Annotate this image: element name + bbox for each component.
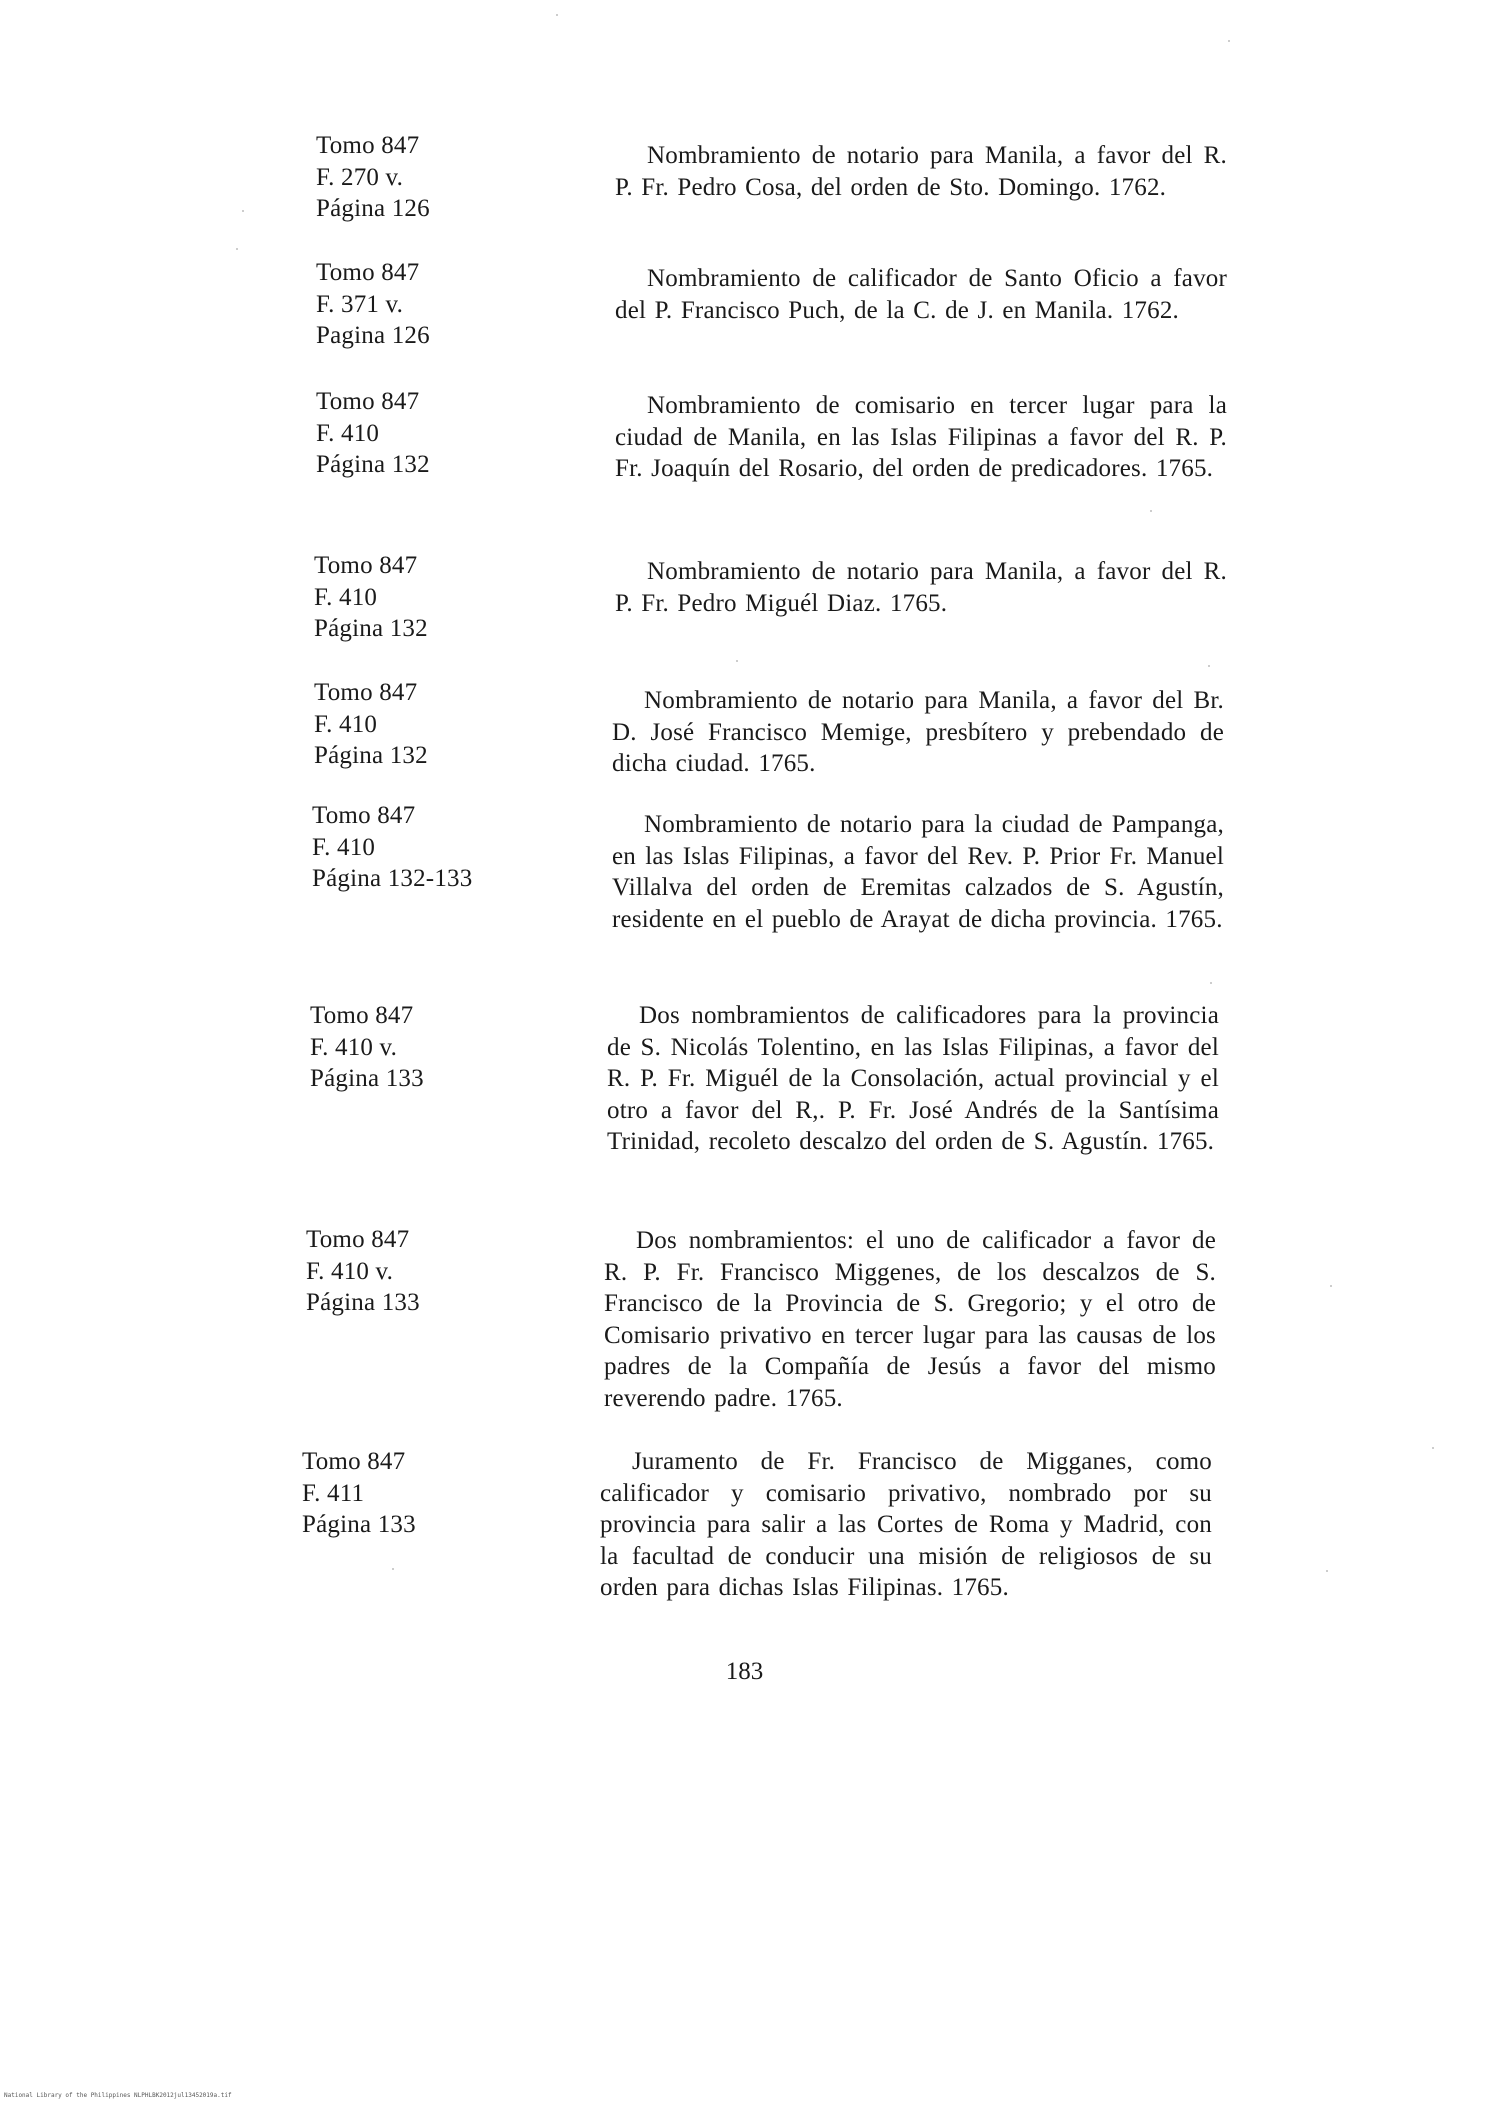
folio-line: F. 410 v. — [306, 1257, 394, 1285]
pagina-line: Página 132 — [316, 451, 430, 478]
pagina-line: Página 132 — [314, 742, 428, 769]
scan-speck — [392, 1568, 394, 1570]
pagina-line: Página 126 — [316, 195, 430, 222]
entry-description: Juramento de Fr. Francisco de Migganes, como calificador y comisario privativo, nombrado por su provincia para salir a las Cortes de Roma y Madrid, con la facultad de conducir una misión de religiosos de su orden para dichas Islas Filipinas. 1765. — [600, 1448, 1212, 1601]
tomo-line: Tomo 847 — [310, 1002, 414, 1029]
scan-speck — [1326, 1570, 1328, 1572]
archive-reference — [310, 1000, 424, 1095]
scan-speck — [1228, 40, 1230, 42]
entry-description: Nombramiento de notario para la ciudad de Pampanga, en las Islas Filipinas, a favor del Rev. P. Prior Fr. Manuel Villalva del orden de Eremitas calzados de S. Agustín, residente en el pueblo de Arayat de dicha provincia. 1765. — [612, 811, 1224, 933]
archive-reference — [316, 130, 430, 225]
archive-reference — [314, 550, 428, 645]
tomo-line: Tomo 847 — [314, 679, 418, 706]
archive-reference — [302, 1446, 416, 1541]
tomo-line: Tomo 847 — [316, 388, 420, 415]
pagina-line: Pagina 126 — [316, 322, 430, 349]
pagina-line: Página 133 — [306, 1289, 420, 1316]
tomo-line: Tomo 847 — [302, 1448, 406, 1475]
entry-description: Nombramiento de calificador de Santo Oficio a favor del P. Francisco Puch, de la C. de J. en Manila. 1762. — [615, 265, 1227, 324]
archive-reference — [306, 1224, 420, 1319]
archive-reference — [312, 800, 472, 895]
folio-line: F. 270 v. — [316, 163, 404, 191]
folio-line: F. 410 — [314, 583, 378, 611]
tomo-line: Tomo 847 — [306, 1226, 410, 1253]
scan-speck — [1150, 510, 1152, 512]
scan-speck — [1330, 1285, 1332, 1287]
scan-footer: National Library of the Philippines NLPHLBK2012jul13452019a.tif — [4, 2092, 232, 2099]
scan-speck — [556, 14, 558, 16]
entry-description: Nombramiento de notario para Manila, a favor del R. P. Fr. Pedro Miguél Diaz. 1765. — [615, 558, 1227, 617]
pagina-line: Página 132-133 — [312, 865, 473, 892]
entry-description: Nombramiento de notario para Manila, a favor del Br. D. José Francisco Memige, presbítero y prebendado de dicha ciudad. 1765. — [612, 687, 1224, 777]
archive-reference — [314, 677, 428, 772]
tomo-line: Tomo 847 — [316, 132, 420, 159]
folio-line: F. 371 v. — [316, 290, 404, 318]
archive-reference — [316, 257, 430, 352]
tomo-line: Tomo 847 — [316, 259, 420, 286]
tomo-line: Tomo 847 — [314, 552, 418, 579]
entry-description: Dos nombramientos: el uno de calificador a favor de R. P. Fr. Francisco Miggenes, de los descalzos de S. Francisco de la Provincia de S. Gregorio; y el otro de Comisario privativo en tercer lugar para las causas de los padres de la Compañía de Jesús a favor del mismo reverendo padre. 1765. — [604, 1227, 1216, 1412]
folio-line: F. 410 — [314, 710, 378, 738]
page-number: 183 — [725, 1658, 764, 1685]
scan-speck — [1432, 1447, 1434, 1449]
entry-description: Nombramiento de comisario en tercer lugar para la ciudad de Manila, en las Islas Filipinas a favor del R. P. Fr. Joaquín del Rosario, del orden de predicadores. 1765. — [615, 392, 1227, 482]
folio-line: F. 411 — [302, 1479, 365, 1507]
pagina-line: Página 133 — [310, 1065, 424, 1092]
folio-line: F. 410 — [312, 833, 376, 861]
pagina-line: Página 132 — [314, 615, 428, 642]
scan-speck — [236, 248, 238, 250]
entry-description: Nombramiento de notario para Manila, a favor del R. P. Fr. Pedro Cosa, del orden de Sto. Domingo. 1762. — [615, 142, 1227, 201]
entry-description: Dos nombramientos de calificadores para la provincia de S. Nicolás Tolentino, en las Islas Filipinas, a favor del R. P. Fr. Miguél de la Consolación, actual provincial y el otro a favor del R,. P. Fr. José Andrés de la Santísima Trinidad, recoleto descalzo del orden de S. Agustín. 1765. — [607, 1002, 1219, 1155]
folio-line: F. 410 v. — [310, 1033, 398, 1061]
scan-speck — [736, 660, 738, 662]
folio-line: F. 410 — [316, 419, 380, 447]
scan-speck — [242, 210, 244, 212]
pagina-line: Página 133 — [302, 1511, 416, 1538]
tomo-line: Tomo 847 — [312, 802, 416, 829]
archive-reference — [316, 386, 430, 481]
scan-speck — [1210, 982, 1212, 984]
scan-speck — [1208, 665, 1210, 667]
